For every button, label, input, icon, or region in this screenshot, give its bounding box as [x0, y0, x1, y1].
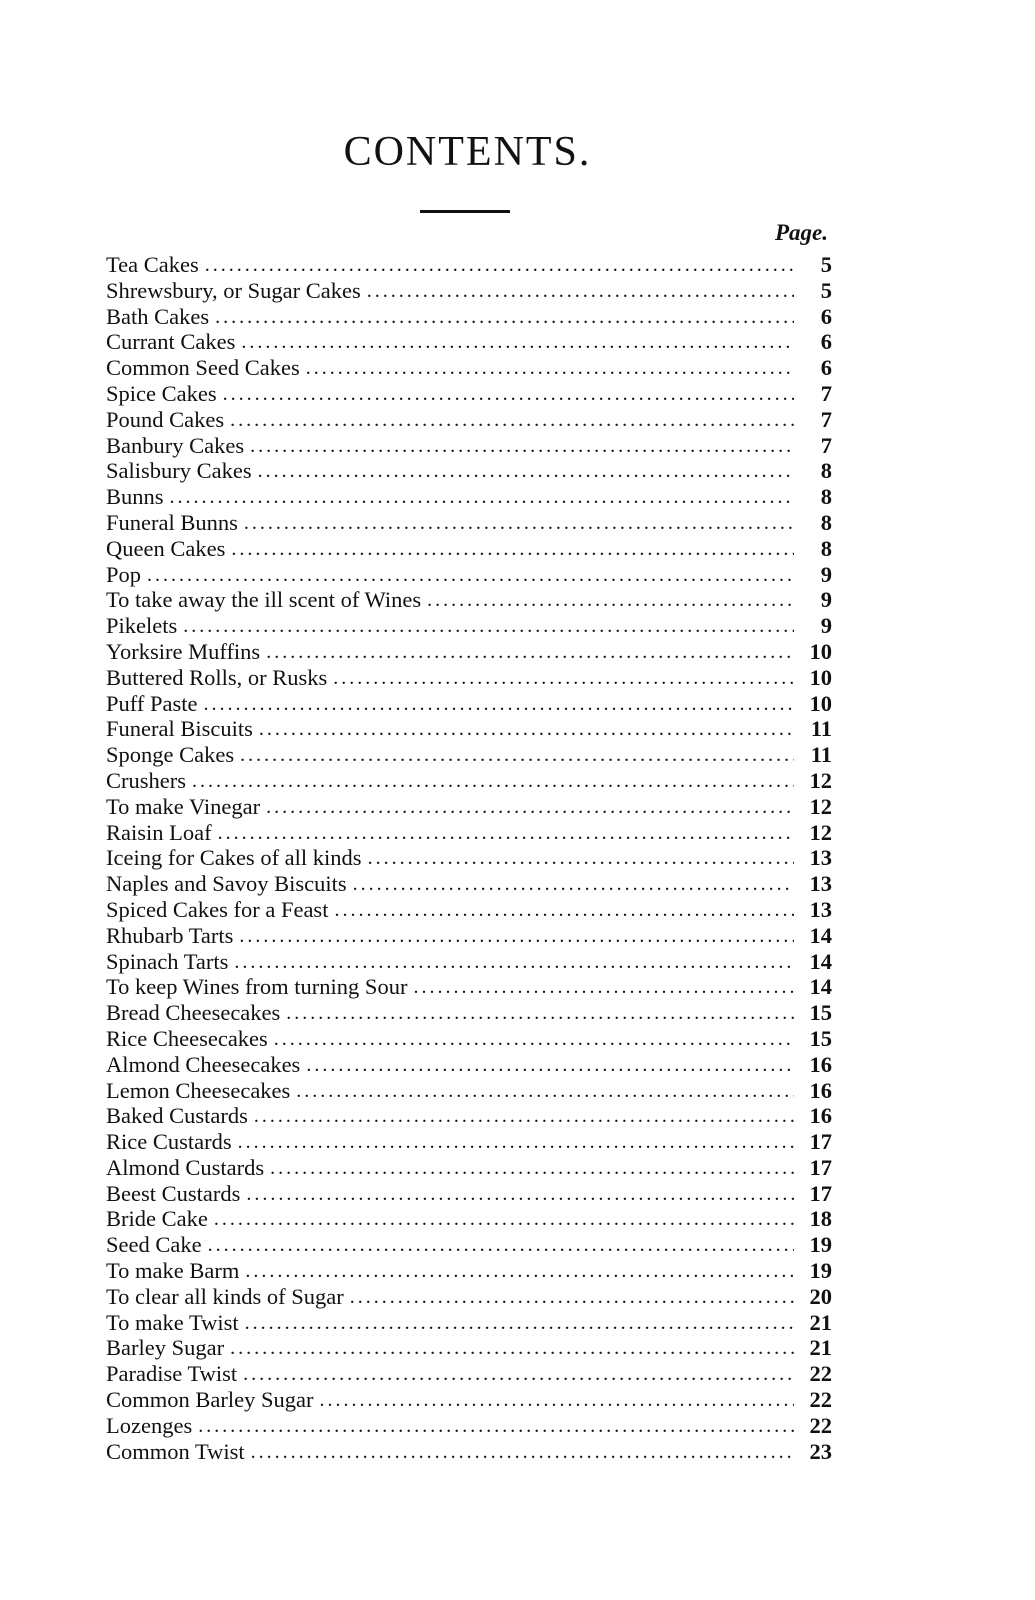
entry-page-number: 9: [820, 587, 832, 613]
entry-label: Funeral Biscuits: [106, 716, 253, 742]
contents-entry: [106, 1000, 832, 1026]
entry-page-number: 15: [809, 1000, 832, 1026]
entry-label: Bunns: [106, 484, 164, 510]
contents-entry: [106, 820, 832, 846]
entry-page-number: 14: [809, 974, 832, 1000]
entry-page-number: 7: [820, 406, 832, 432]
dot-leader: [230, 1334, 794, 1357]
entry-label: Currant Cakes: [106, 329, 236, 355]
entry-label: Spinach Tarts: [106, 948, 229, 974]
entry-label: Iceing for Cakes of all kinds: [106, 845, 362, 871]
contents-entry: [106, 845, 832, 871]
contents-entry: [106, 1361, 832, 1387]
entry-page-number: 10: [809, 690, 832, 716]
contents-entry: [106, 252, 832, 278]
entry-page-number: 10: [809, 664, 832, 690]
dot-leader: [319, 1386, 794, 1409]
entry-page-number: 6: [820, 355, 832, 381]
dot-leader: [286, 999, 794, 1022]
entry-page-number: 9: [820, 613, 832, 639]
contents-entry: [106, 742, 832, 768]
contents-entry: [106, 639, 832, 665]
entry-label: Yorksire Muffins: [106, 638, 261, 664]
contents-entry: [106, 1181, 832, 1207]
contents-entry: [106, 510, 832, 536]
entry-label: Crushers: [106, 767, 186, 793]
entry-label: Paradise Twist: [106, 1361, 238, 1387]
entry-label: Rhubarb Tarts: [106, 922, 234, 948]
entry-page-number: 6: [820, 303, 832, 329]
entry-label: Bread Cheesecakes: [106, 1000, 281, 1026]
contents-entry: [106, 304, 832, 330]
contents-list: [106, 252, 832, 1464]
contents-entry: [106, 974, 832, 1000]
contents-entry: [106, 794, 832, 820]
dot-leader: [208, 1231, 794, 1254]
page-column-header: Page.: [774, 220, 828, 245]
contents-entry: [106, 1129, 832, 1155]
entry-label: Funeral Bunns: [106, 509, 238, 535]
contents-entry: [106, 355, 832, 381]
contents-entry: [106, 1413, 832, 1439]
entry-label: Common Seed Cakes: [106, 355, 300, 381]
dot-leader: [243, 1360, 794, 1383]
entry-page-number: 8: [820, 458, 832, 484]
contents-entry: [106, 949, 832, 975]
entry-page-number: 19: [809, 1258, 832, 1284]
entry-page-number: 22: [809, 1361, 832, 1387]
dot-leader: [215, 303, 794, 326]
dot-leader: [413, 973, 794, 996]
entry-page-number: 18: [809, 1206, 832, 1232]
dot-leader: [223, 380, 794, 403]
entry-page-number: 8: [820, 484, 832, 510]
entry-label: Almond Custards: [106, 1154, 265, 1180]
entry-page-number: 16: [809, 1051, 832, 1077]
entry-page-number: 8: [820, 509, 832, 535]
contents-entry: [106, 871, 832, 897]
entry-page-number: 20: [809, 1283, 832, 1309]
entry-label: Queen Cakes: [106, 535, 226, 561]
page-title: CONTENTS.: [343, 129, 592, 175]
contents-entry: [106, 691, 832, 717]
contents-entry: [106, 1310, 832, 1336]
entry-label: Seed Cake: [106, 1232, 202, 1258]
dot-leader: [218, 819, 794, 842]
contents-entry: [106, 562, 832, 588]
entry-page-number: 17: [809, 1180, 832, 1206]
entry-label: Buttered Rolls, or Rusks: [106, 664, 328, 690]
entry-label: Pikelets: [106, 613, 178, 639]
entry-page-number: 11: [810, 742, 832, 768]
dot-leader: [306, 354, 794, 377]
entry-page-number: 16: [809, 1077, 832, 1103]
dot-leader: [231, 535, 794, 558]
entry-label: To clear all kinds of Sugar: [106, 1283, 344, 1309]
dot-leader: [254, 1102, 794, 1125]
dot-leader: [333, 664, 794, 687]
contents-entry: [106, 1258, 832, 1284]
dot-leader: [353, 870, 794, 893]
entry-page-number: 12: [809, 767, 832, 793]
entry-label: Puff Paste: [106, 690, 198, 716]
dot-leader: [234, 948, 794, 971]
contents-entry: [106, 1052, 832, 1078]
entry-label: Lozenges: [106, 1412, 193, 1438]
entry-page-number: 5: [820, 277, 832, 303]
entry-page-number: 23: [809, 1438, 832, 1464]
dot-leader: [368, 844, 794, 867]
entry-label: Banbury Cakes: [106, 432, 245, 458]
entry-page-number: 22: [809, 1387, 832, 1413]
contents-entry: [106, 407, 832, 433]
dot-leader: [258, 457, 794, 480]
entry-label: To make Barm: [106, 1258, 240, 1284]
dot-leader: [147, 561, 794, 584]
dot-leader: [334, 896, 794, 919]
dot-leader: [367, 277, 794, 300]
entry-label: Naples and Savoy Biscuits: [106, 871, 347, 897]
dot-leader: [270, 1154, 794, 1177]
dot-leader: [238, 1128, 794, 1151]
dot-leader: [266, 638, 794, 661]
contents-entry: [106, 433, 832, 459]
entry-label: Rice Custards: [106, 1129, 232, 1155]
entry-label: Rice Cheesecakes: [106, 1025, 268, 1051]
dot-leader: [350, 1283, 794, 1306]
dot-leader: [192, 767, 794, 790]
dot-leader: [205, 251, 794, 274]
entry-page-number: 7: [820, 432, 832, 458]
dot-leader: [427, 586, 794, 609]
contents-entry: [106, 716, 832, 742]
entry-label: To make Twist: [106, 1309, 239, 1335]
entry-page-number: 17: [809, 1154, 832, 1180]
dot-leader: [230, 406, 794, 429]
contents-entry: [106, 484, 832, 510]
contents-entry: [106, 1078, 832, 1104]
dot-leader: [170, 483, 794, 506]
contents-entry: [106, 768, 832, 794]
entry-label: Spice Cakes: [106, 380, 217, 406]
contents-entry: [106, 1335, 832, 1361]
dot-leader: [306, 1051, 794, 1074]
contents-entry: [106, 458, 832, 484]
entry-label: To make Vinegar: [106, 793, 261, 819]
dot-leader: [246, 1180, 794, 1203]
entry-label: Common Twist: [106, 1438, 245, 1464]
entry-page-number: 14: [809, 948, 832, 974]
dot-leader: [296, 1077, 794, 1100]
dot-leader: [245, 1309, 794, 1332]
entry-page-number: 11: [810, 716, 832, 742]
dot-leader: [245, 1257, 794, 1280]
entry-page-number: 16: [809, 1103, 832, 1129]
entry-page-number: 15: [809, 1025, 832, 1051]
entry-page-number: 19: [809, 1232, 832, 1258]
contents-entry: [106, 1439, 832, 1465]
entry-label: Sponge Cakes: [106, 742, 235, 768]
entry-label: To keep Wines from turning Sour: [106, 974, 408, 1000]
entry-page-number: 13: [809, 871, 832, 897]
contents-entry: [106, 1155, 832, 1181]
entry-label: Tea Cakes: [106, 252, 199, 277]
entry-page-number: 9: [820, 561, 832, 587]
entry-page-number: 8: [820, 535, 832, 561]
contents-entry: [106, 665, 832, 691]
dot-leader: [250, 432, 794, 455]
entry-label: Spiced Cakes for a Feast: [106, 896, 329, 922]
contents-entry: [106, 381, 832, 407]
entry-label: Pound Cakes: [106, 406, 225, 432]
entry-label: Shrewsbury, or Sugar Cakes: [106, 277, 361, 303]
entry-page-number: 12: [809, 819, 832, 845]
entry-page-number: 6: [820, 329, 832, 355]
entry-page-number: 7: [820, 380, 832, 406]
entry-page-number: 21: [809, 1335, 832, 1361]
contents-entry: [106, 1206, 832, 1232]
entry-label: Common Barley Sugar: [106, 1387, 314, 1413]
dot-leader: [241, 328, 794, 351]
entry-page-number: 22: [809, 1412, 832, 1438]
entry-label: Beest Custards: [106, 1180, 241, 1206]
contents-entry: [106, 278, 832, 304]
dot-leader: [266, 793, 794, 816]
entry-page-number: 13: [809, 845, 832, 871]
contents-entry: [106, 1232, 832, 1258]
contents-entry: [106, 1284, 832, 1310]
entry-page-number: 13: [809, 896, 832, 922]
entry-label: Almond Cheesecakes: [106, 1051, 301, 1077]
dot-leader: [239, 922, 794, 945]
dot-leader: [183, 612, 794, 635]
entry-label: Pop: [106, 561, 142, 587]
entry-page-number: 10: [809, 638, 832, 664]
entry-label: Bride Cake: [106, 1206, 208, 1232]
entry-label: To take away the ill scent of Wines: [106, 587, 422, 613]
title-rule: [420, 210, 510, 213]
entry-label: Baked Custards: [106, 1103, 248, 1129]
dot-leader: [203, 690, 794, 713]
entry-label: Bath Cakes: [106, 303, 210, 329]
contents-entry: [106, 897, 832, 923]
dot-leader: [214, 1205, 794, 1228]
contents-entry: [106, 536, 832, 562]
contents-entry: [106, 613, 832, 639]
dot-leader: [251, 1438, 794, 1461]
dot-leader: [244, 509, 794, 532]
dot-leader: [259, 715, 794, 738]
contents-entry: [106, 1103, 832, 1129]
entry-page-number: 12: [809, 793, 832, 819]
entry-page-number: 21: [809, 1309, 832, 1335]
entry-page-number: 17: [809, 1129, 832, 1155]
contents-entry: [106, 923, 832, 949]
entry-page-number: 14: [809, 922, 832, 948]
dot-leader: [198, 1412, 794, 1435]
contents-entry: [106, 329, 832, 355]
entry-label: Lemon Cheesecakes: [106, 1077, 291, 1103]
dot-leader: [240, 741, 794, 764]
dot-leader: [274, 1025, 794, 1048]
contents-entry: [106, 1026, 832, 1052]
entry-label: Salisbury Cakes: [106, 458, 252, 484]
contents-entry: [106, 587, 832, 613]
entry-page-number: 5: [820, 252, 832, 277]
entry-label: Barley Sugar: [106, 1335, 225, 1361]
entry-label: Raisin Loaf: [106, 819, 212, 845]
contents-entry: [106, 1387, 832, 1413]
